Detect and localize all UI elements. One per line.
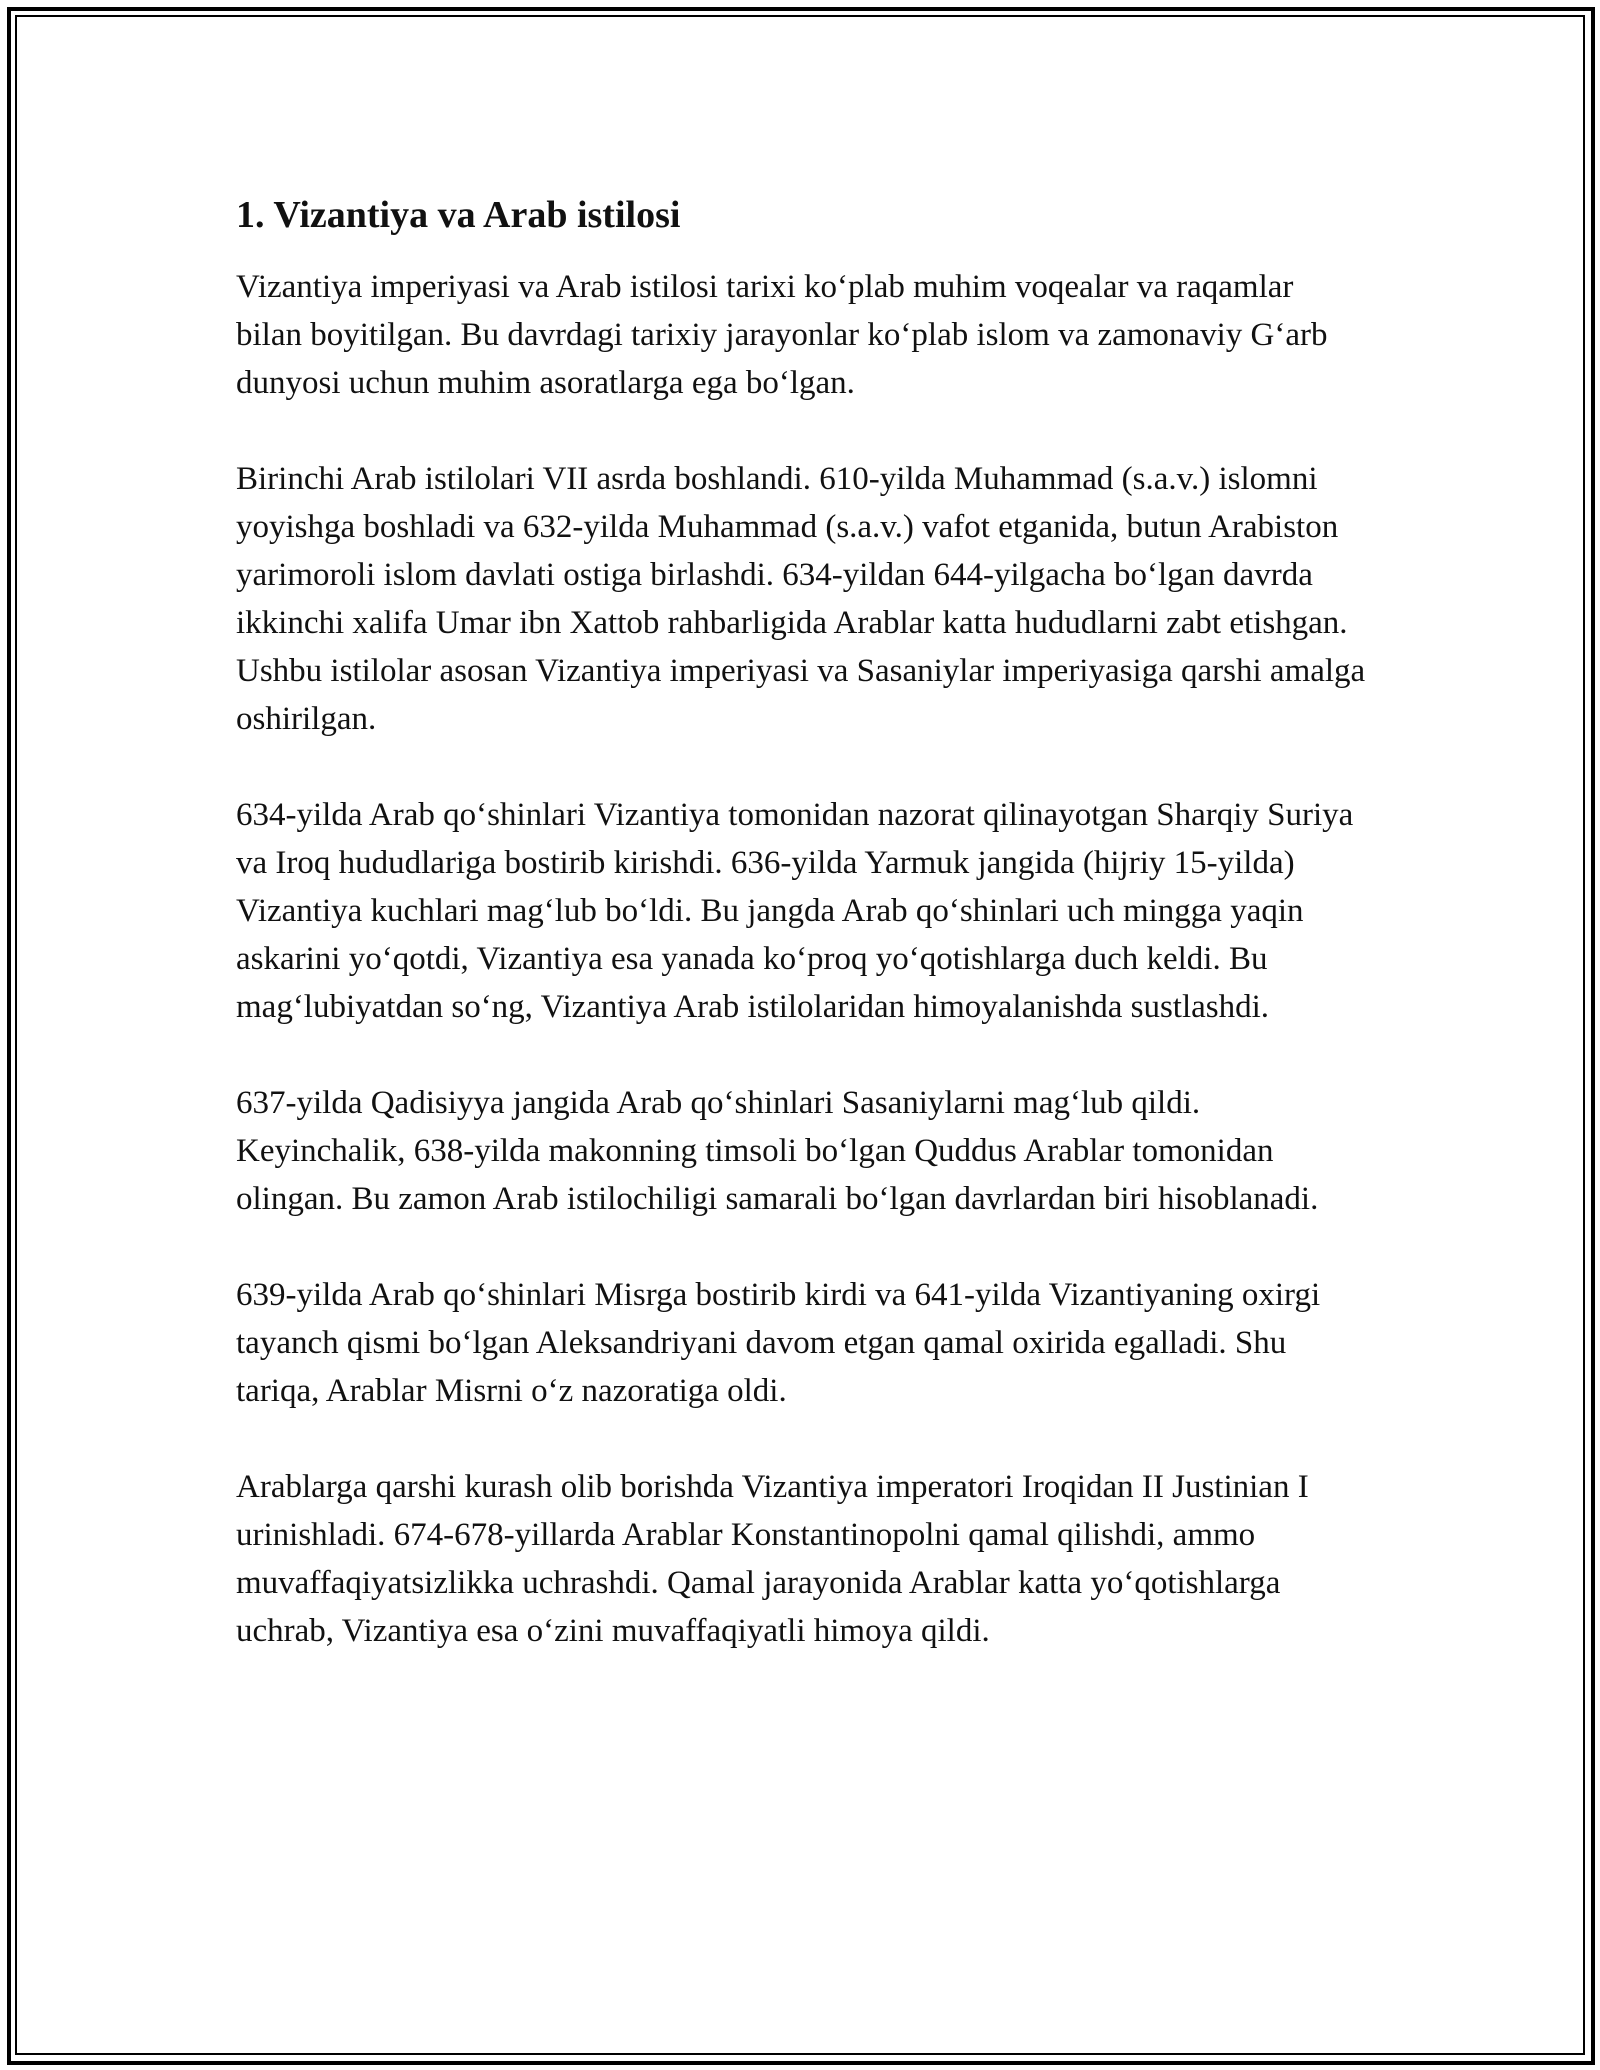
paragraph-egypt: 639-yilda Arab qoʻshinlari Misrga bostirib kirdi va 641-yilda Vizantiyaning oxirgi tayanch qismi boʻlgan Aleksandriyani davom etgan qamal oxirida egalladi. Shu tariqa, Arablar Misrni oʻz nazoratiga oldi. [236, 1277, 1321, 1409]
document-body [236, 187, 1366, 1703]
paragraph-constantinople: Arablarga qarshi kurash olib borishda Vizantiya imperatori Iroqidan II Justinian I urinishladi. 674-678-yillarda Arablar Konstantinopolni qamal qilishdi, ammo muvaffaqiyatsizlikka uchrashdi. Qamal jarayonida Arablar katta yoʻqotishlarga uchrab, Vizantiya esa oʻzini muvaffaqiyatli himoya qildi. [236, 1469, 1309, 1649]
paragraph-qadisiyya: 637-yilda Qadisiyya jangida Arab qoʻshinlari Sasaniylarni magʻlub qildi. Keyinchalik, 638-yilda makonning timsoli boʻlgan Quddus Arablar tomonidan olingan. Bu zamon Arab istilochiligi samarali boʻlgan davrlardan biri hisoblanadi. [236, 1085, 1319, 1217]
paragraph-first-conquests: Birinchi Arab istilolari VII asrda boshlandi. 610-yilda Muhammad (s.a.v.) islomni yoyishga boshladi va 632-yilda Muhammad (s.a.v.) vafot etganida, butun Arabiston yarimoroli islom davlati ostiga birlashdi. 634-yildan 644-yilgacha boʻlgan davrda ikkinchi xalifa Umar ibn Xattob rahbarligida Arablar katta hududlarni zabt etishgan. Ushbu istilolar asosan Vizantiya imperiyasi va Sasaniylar imperiyasiga qarshi amalga oshirilgan. [236, 461, 1366, 737]
paragraph-intro: Vizantiya imperiyasi va Arab istilosi tarixi koʻplab muhim voqealar va raqamlar bilan boyitilgan. Bu davrdagi tarixiy jarayonlar koʻplab islom va zamonaviy Gʻarb dunyosi uchun muhim asoratlarga ega boʻlgan. [236, 269, 1328, 401]
section-heading: 1. Vizantiya va Arab istilosi [236, 194, 681, 236]
paragraph-yarmuk: 634-yilda Arab qoʻshinlari Vizantiya tomonidan nazorat qilinayotgan Sharqiy Suriya va Iroq hududlariga bostirib kirishdi. 636-yilda Yarmuk jangida (hijriy 15-yilda) Vizantiya kuchlari magʻlub boʻldi. Bu jangda Arab qoʻshinlari uch mingga yaqin askarini yoʻqotdi, Vizantiya esa yanada koʻproq yoʻqotishlarga duch keldi. Bu magʻlubiyatdan soʻng, Vizantiya Arab istilolaridan himoyalanishda sustlashdi. [236, 797, 1354, 1025]
